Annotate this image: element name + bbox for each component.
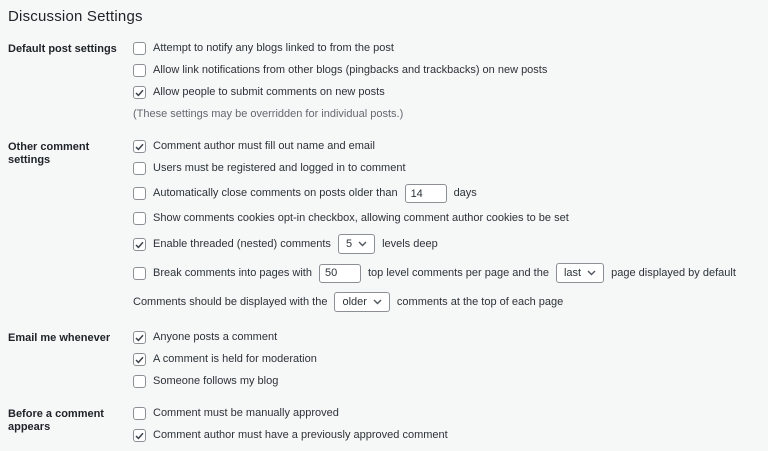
checkbox[interactable] xyxy=(133,42,146,55)
setting-row xyxy=(133,263,760,283)
setting-label: Anyone posts a comment xyxy=(153,331,278,343)
setting-label: Comment author must fill out name and email xyxy=(153,140,375,152)
checkbox[interactable] xyxy=(133,331,146,344)
checkbox[interactable] xyxy=(133,162,146,175)
number-input[interactable] xyxy=(319,264,361,283)
checkmark-icon xyxy=(135,356,144,364)
setting-row xyxy=(133,429,760,442)
setting-label: Comments should be displayed with the xyxy=(133,295,328,308)
settings-section xyxy=(8,407,760,451)
setting-row xyxy=(133,292,760,312)
section-label-default-post-settings: Default post settings xyxy=(8,43,117,55)
setting-label: comments at the top of each page xyxy=(396,295,564,308)
checkbox[interactable] xyxy=(133,267,146,280)
setting-label: page displayed by default xyxy=(611,266,736,279)
select-value: older xyxy=(342,295,367,308)
setting-label: Enable threaded (nested) comments xyxy=(153,237,331,250)
checkbox[interactable] xyxy=(133,407,146,420)
checkbox[interactable] xyxy=(133,212,146,225)
select-dropdown[interactable] xyxy=(334,292,389,312)
setting-row xyxy=(133,212,760,225)
setting-label: Show comments cookies opt-in checkbox, allowing comment author cookies to be set xyxy=(153,212,569,224)
section-label-email-me-whenever: Email me whenever xyxy=(8,332,111,344)
setting-label: (These settings may be overridden for individual posts.) xyxy=(133,108,404,120)
setting-label: Allow link notifications from other blogs (pingbacks and trackbacks) on new posts xyxy=(153,64,548,76)
settings-section xyxy=(8,331,760,397)
checkbox[interactable] xyxy=(133,187,146,200)
setting-label: Attempt to notify any blogs linked to from the post xyxy=(153,42,394,54)
settings-sections xyxy=(8,42,760,451)
checkbox[interactable] xyxy=(133,64,146,77)
setting-row xyxy=(133,108,760,121)
setting-row xyxy=(133,407,760,420)
setting-label: days xyxy=(453,187,477,199)
setting-row xyxy=(133,64,760,77)
checkbox[interactable] xyxy=(133,86,146,99)
setting-label: Automatically close comments on posts older than xyxy=(153,187,398,199)
setting-label: Users must be registered and logged in to comment xyxy=(153,162,406,174)
setting-label: Allow people to submit comments on new posts xyxy=(153,86,385,98)
checkmark-icon xyxy=(135,89,144,97)
select-dropdown[interactable] xyxy=(556,263,604,283)
setting-row xyxy=(133,86,760,99)
setting-row xyxy=(133,184,760,203)
settings-section xyxy=(8,140,760,321)
page-title: Discussion Settings xyxy=(8,8,143,25)
section-content xyxy=(133,42,760,130)
setting-label: Comment author must have a previously approved comment xyxy=(153,429,448,441)
checkmark-icon xyxy=(135,334,144,342)
setting-row xyxy=(133,162,760,175)
checkbox[interactable] xyxy=(133,238,146,251)
select-value: last xyxy=(563,266,582,279)
setting-row xyxy=(133,353,760,366)
checkmark-icon xyxy=(135,241,144,249)
setting-label: Comment must be manually approved xyxy=(153,407,339,419)
settings-section xyxy=(8,42,760,130)
setting-row xyxy=(133,375,760,388)
checkmark-icon xyxy=(135,143,144,151)
setting-label: top level comments per page and the xyxy=(367,266,549,279)
setting-row xyxy=(133,42,760,55)
checkbox[interactable] xyxy=(133,429,146,442)
number-input[interactable] xyxy=(405,184,447,203)
chevron-down-icon xyxy=(587,270,596,276)
section-label-other-comment-settings: Other comment settings xyxy=(8,141,90,166)
chevron-down-icon xyxy=(358,241,367,247)
checkmark-icon xyxy=(135,432,144,440)
chevron-down-icon xyxy=(373,299,382,305)
checkbox[interactable] xyxy=(133,140,146,153)
section-content xyxy=(133,331,760,397)
section-content xyxy=(133,407,760,451)
select-dropdown[interactable] xyxy=(338,234,375,254)
setting-row xyxy=(133,234,760,254)
checkbox[interactable] xyxy=(133,375,146,388)
setting-label: Break comments into pages with xyxy=(153,266,312,279)
setting-label: levels deep xyxy=(382,237,438,250)
section-label-before-a-comment-appears: Before a comment appears xyxy=(8,408,104,433)
section-content xyxy=(133,140,760,321)
checkbox[interactable] xyxy=(133,353,146,366)
setting-label: Someone follows my blog xyxy=(153,375,279,387)
setting-label: A comment is held for moderation xyxy=(153,353,317,365)
select-value: 5 xyxy=(345,237,353,250)
setting-row xyxy=(133,140,760,153)
setting-row xyxy=(133,331,760,344)
